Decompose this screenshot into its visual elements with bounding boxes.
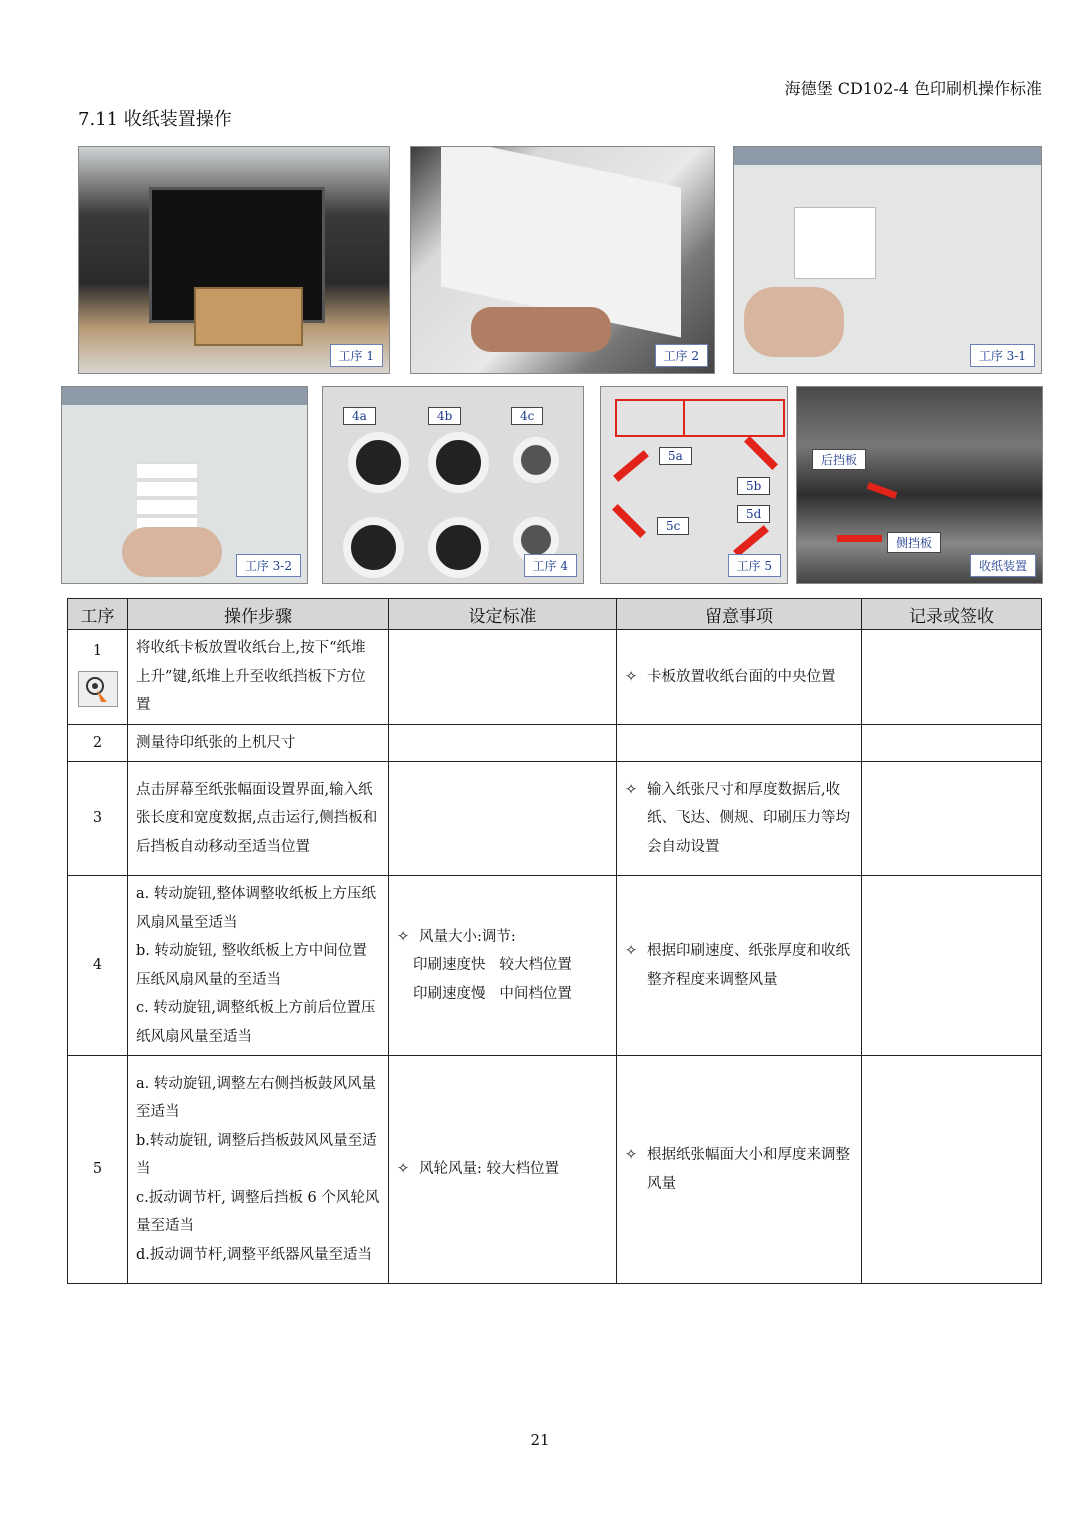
header-notes: 留意事项 xyxy=(617,599,862,630)
label-5a: 5a xyxy=(659,447,692,465)
notes-cell xyxy=(617,876,862,1056)
bullet-icon: ✧ xyxy=(625,1147,638,1163)
operation-text: d.扳动调节杆,调整平纸器风量至适当 xyxy=(136,1246,372,1263)
table-row xyxy=(68,1056,1042,1284)
knob-icon xyxy=(343,517,404,578)
knob-icon xyxy=(513,437,559,483)
record-cell xyxy=(862,876,1042,1056)
screen-sheet xyxy=(794,207,876,279)
photo-step-3-2 xyxy=(61,386,308,584)
operation-cell xyxy=(128,630,389,725)
standard-text: 风轮风量: 较大档位置 xyxy=(419,1161,559,1178)
document-header: 海德堡 CD102-4 色印刷机操作标准 xyxy=(784,79,1042,98)
operation-text: b. 转动旋钮, 整收纸板上方中间位置压纸风扇风量的至适当 xyxy=(136,943,367,988)
keypad xyxy=(137,462,197,532)
photo-caption: 工序 4 xyxy=(524,554,577,577)
operation-cell xyxy=(128,876,389,1056)
highlight-box xyxy=(683,399,785,437)
step-number: 5 xyxy=(68,1056,128,1284)
step-number: 4 xyxy=(68,876,128,1056)
knob-icon xyxy=(348,432,409,493)
note-text: 根据印刷速度、纸张厚度和收纸整齐程度来调整风量 xyxy=(647,943,850,988)
bullet-icon: ✧ xyxy=(397,1161,410,1178)
label-side-stop: 侧挡板 xyxy=(887,532,941,553)
operation-cell xyxy=(128,762,389,876)
page-number: 21 xyxy=(530,1431,550,1449)
record-cell xyxy=(862,762,1042,876)
operation-text: a. 转动旋钮,整体调整收纸板上方压纸风扇风量至适当 xyxy=(136,886,376,931)
notes-cell xyxy=(617,1056,862,1284)
arrow-icon xyxy=(613,450,649,482)
knob-icon xyxy=(428,517,489,578)
label-4b: 4b xyxy=(428,407,461,425)
table-row xyxy=(68,876,1042,1056)
photo-step-3-1 xyxy=(733,146,1042,374)
notes-cell xyxy=(617,724,862,762)
bullet-icon: ✧ xyxy=(625,781,638,798)
label-4c: 4c xyxy=(511,407,543,425)
record-cell xyxy=(862,1056,1042,1284)
knob-icon xyxy=(428,432,489,493)
step-number: 1 xyxy=(92,642,103,659)
operation-text: c.扳动调节杆, 调整后挡板 6 个风轮风量至适当 xyxy=(136,1189,380,1235)
step-number-cell xyxy=(68,630,128,725)
arrow-icon xyxy=(612,504,646,538)
bullet-icon: ✧ xyxy=(625,668,638,685)
arrow-icon xyxy=(837,535,882,542)
hand xyxy=(122,527,222,577)
operation-text: 将收纸卡板放置收纸台上,按下“纸堆上升”键,纸堆上升至收纸挡板下方位置 xyxy=(136,640,366,713)
photo-caption: 收纸装置 xyxy=(970,554,1036,577)
section-title: 7.11 收纸装置操作 xyxy=(78,109,232,130)
notes-cell xyxy=(617,630,862,725)
operation-text: b.转动旋钮, 调整后挡板鼓风风量至适当 xyxy=(136,1132,377,1178)
photo-caption: 工序 5 xyxy=(728,554,781,577)
bullet-icon: ✧ xyxy=(625,943,638,959)
photo-caption: 工序 3-1 xyxy=(970,344,1035,367)
header-standard: 设定标准 xyxy=(389,599,617,630)
photo-step-1 xyxy=(78,146,390,374)
label-5c: 5c xyxy=(657,517,689,535)
photo-caption: 工序 1 xyxy=(330,344,383,367)
operation-text: 测量待印纸张的上机尺寸 xyxy=(136,734,296,751)
record-cell xyxy=(862,724,1042,762)
photo-step-4 xyxy=(322,386,584,584)
arrow-icon xyxy=(744,436,778,470)
table-header-row xyxy=(68,599,1042,630)
header-step: 工序 xyxy=(68,599,128,630)
standard-cell xyxy=(389,724,617,762)
photo-step-2 xyxy=(410,146,715,374)
label-5b: 5b xyxy=(737,477,770,495)
note-text: 根据纸张幅面大小和厚度来调整风量 xyxy=(647,1147,850,1192)
header-operation: 操作步骤 xyxy=(128,599,389,630)
screen-toolbar xyxy=(734,147,1041,165)
photo-step-5 xyxy=(600,386,788,584)
operation-cell xyxy=(128,724,389,762)
step-number: 2 xyxy=(68,724,128,762)
operation-text: 点击屏幕至纸张幅面设置界面,输入纸张长度和宽度数据,点击运行,侧挡板和后挡板自动移动至适当位置 xyxy=(136,781,378,855)
standard-text: 印刷速度慢 中间档位置 xyxy=(413,985,572,1002)
arrow-icon xyxy=(733,525,769,557)
table-row xyxy=(68,630,1042,725)
record-cell xyxy=(862,630,1042,725)
standard-text: 风量大小:调节: xyxy=(419,928,516,945)
table-row xyxy=(68,762,1042,876)
label-4a: 4a xyxy=(343,407,376,425)
standard-cell xyxy=(389,630,617,725)
arrow-icon xyxy=(867,482,898,499)
operation-text: a. 转动旋钮,调整左右侧挡板鼓风风量至适当 xyxy=(136,1075,376,1121)
bullet-icon: ✧ xyxy=(397,928,410,945)
pallet xyxy=(194,287,303,346)
procedure-table xyxy=(67,598,1042,1284)
note-text: 卡板放置收纸台面的中央位置 xyxy=(647,668,836,685)
screen-toolbar xyxy=(62,387,307,405)
step-number: 3 xyxy=(68,762,128,876)
notes-cell xyxy=(617,762,862,876)
standard-text: 印刷速度快 较大档位置 xyxy=(413,957,572,974)
table-row xyxy=(68,724,1042,762)
header-record: 记录或签收 xyxy=(862,599,1042,630)
hand xyxy=(744,287,844,357)
label-rear-stop: 后挡板 xyxy=(812,449,866,470)
note-text: 输入纸张尺寸和厚度数据后,收纸、飞达、侧规、印刷压力等均会自动设置 xyxy=(647,781,850,855)
standard-cell xyxy=(389,1056,617,1284)
label-5d: 5d xyxy=(737,505,770,523)
operation-text: c. 转动旋钮,调整纸板上方前后位置压纸风扇风量至适当 xyxy=(136,1000,376,1045)
standard-cell xyxy=(389,762,617,876)
operation-cell xyxy=(128,1056,389,1284)
highlight-box xyxy=(615,399,685,437)
photo-delivery-unit xyxy=(796,386,1043,584)
hand xyxy=(471,307,611,352)
photo-caption: 工序 3-2 xyxy=(236,554,301,577)
standard-cell xyxy=(389,876,617,1056)
touch-button-icon xyxy=(78,671,118,707)
photo-caption: 工序 2 xyxy=(655,344,708,367)
